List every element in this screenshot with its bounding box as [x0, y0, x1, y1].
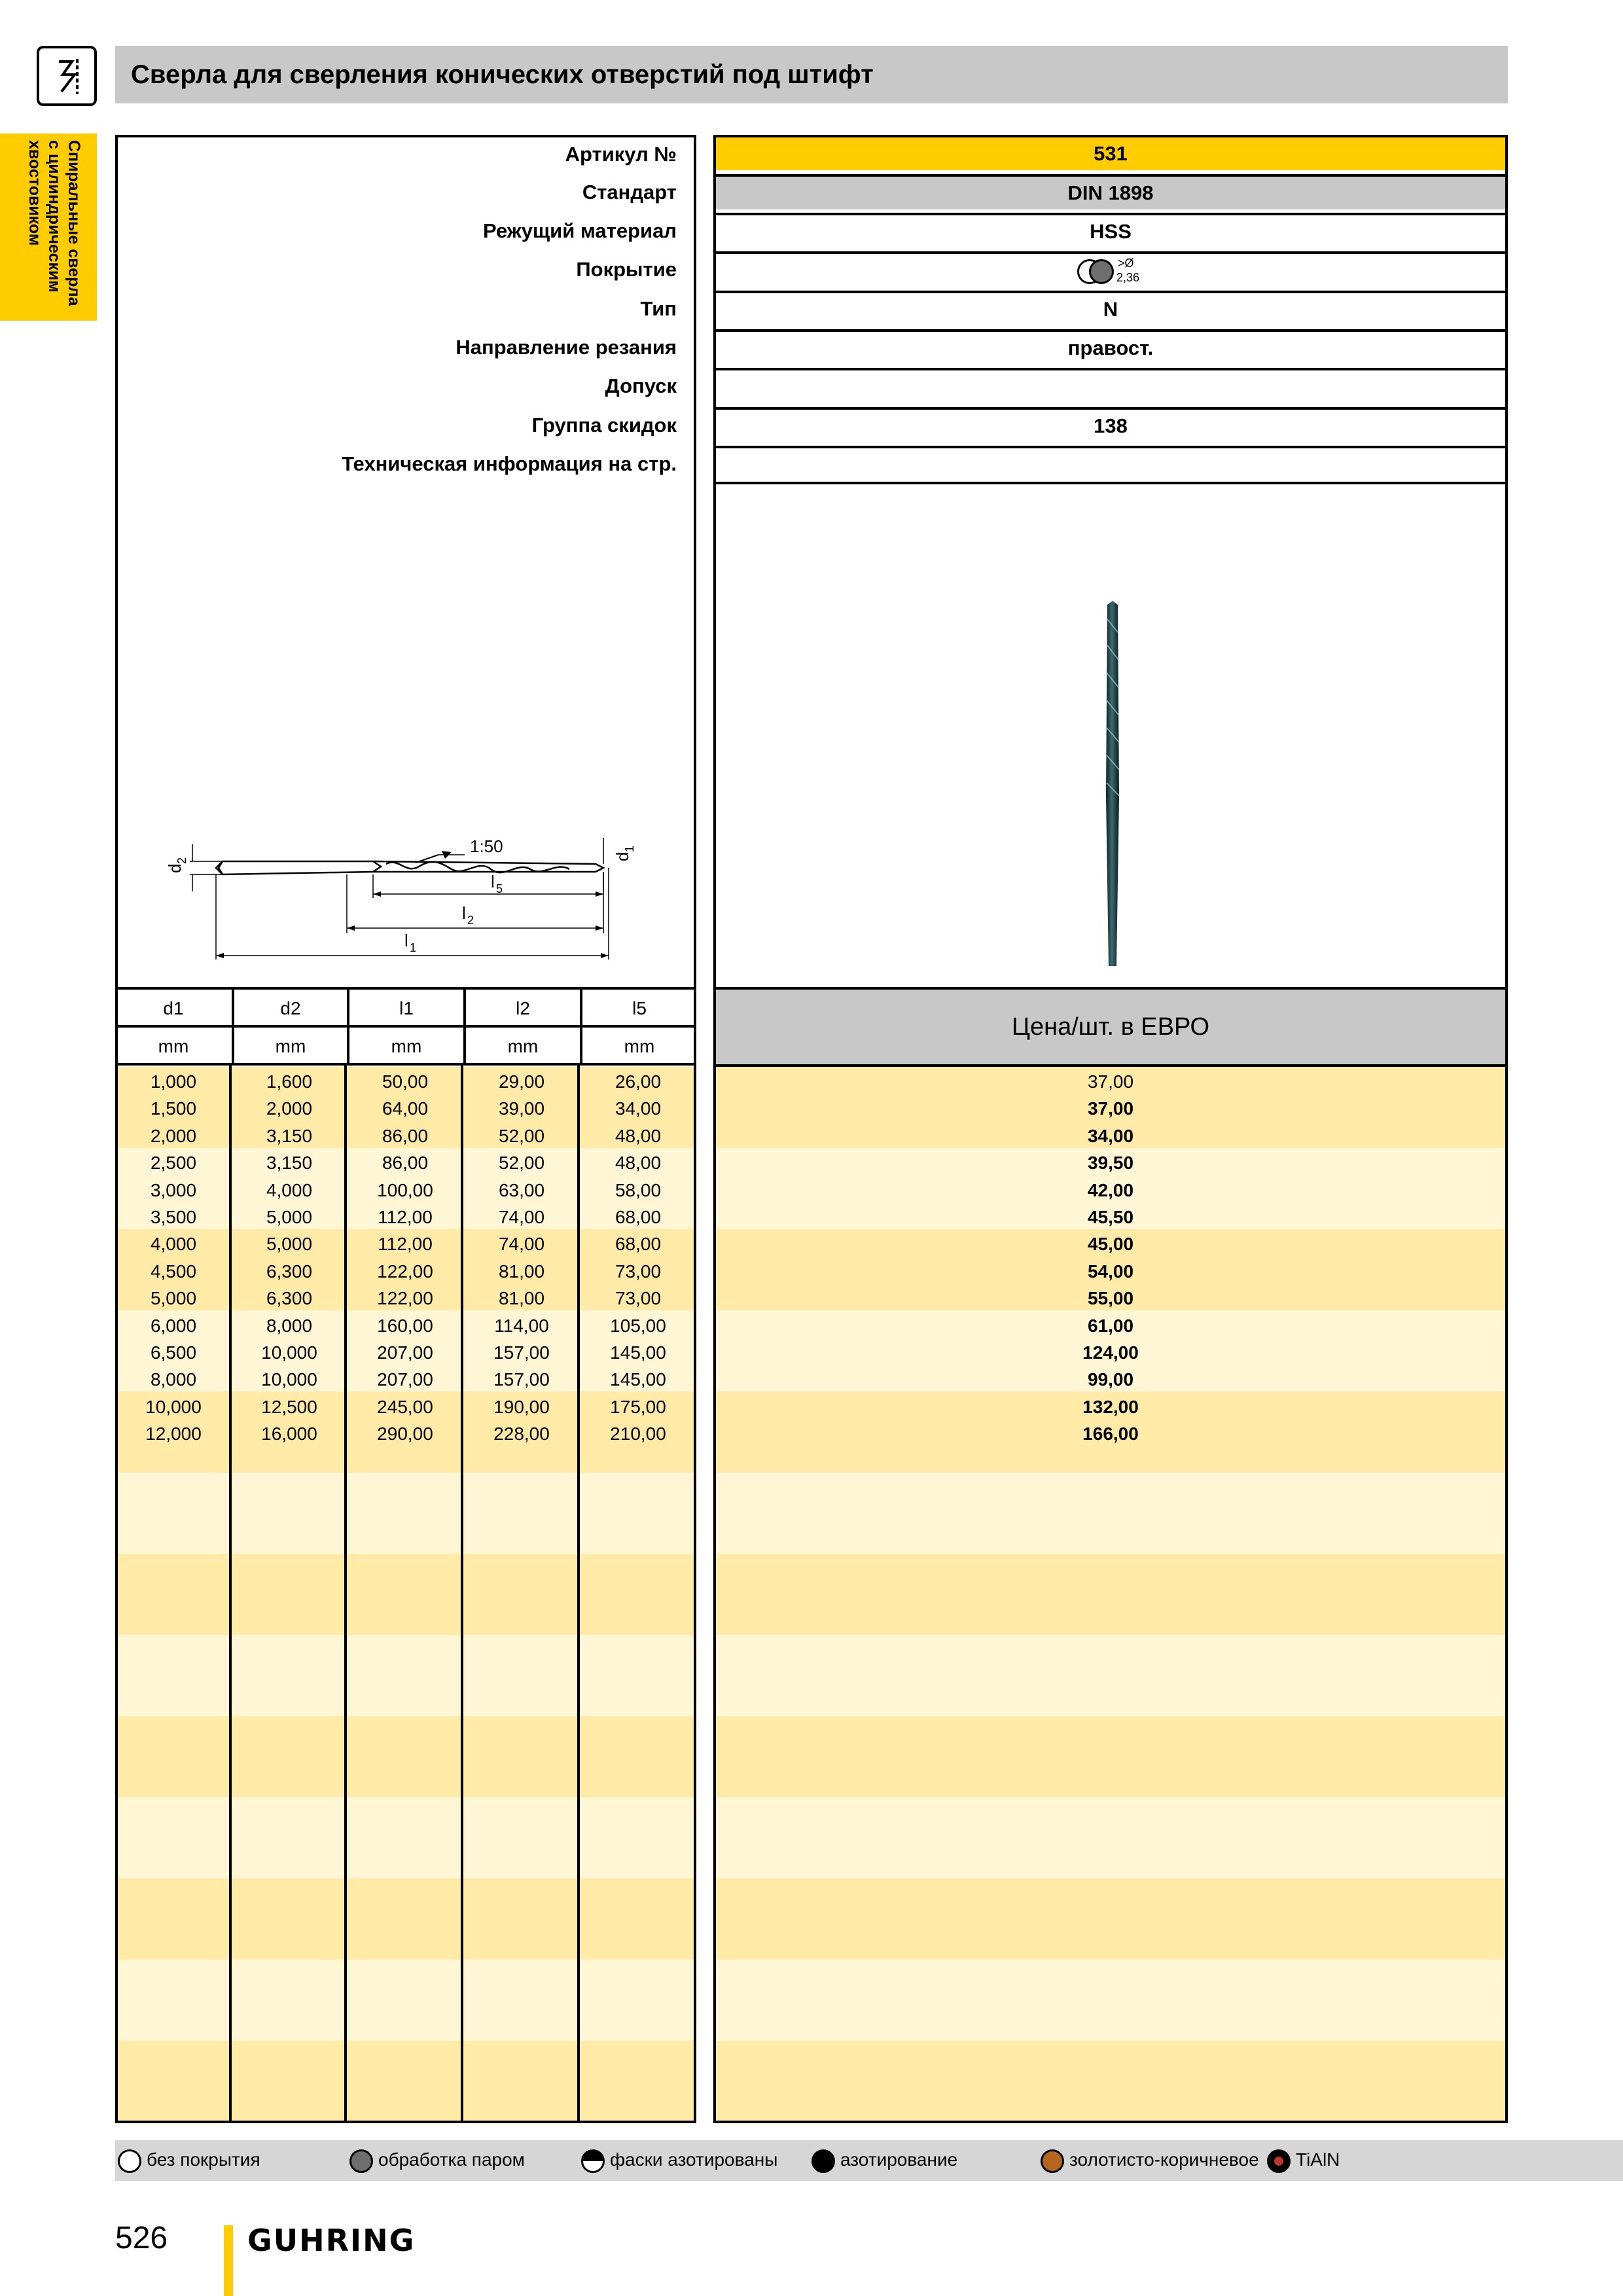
cell-l1: 112,00 [378, 1234, 433, 1255]
cell-price: 45,50 [1087, 1207, 1134, 1227]
col-unit-d2: mm [232, 1028, 347, 1066]
cell-l1: 207,00 [377, 1342, 433, 1363]
cell-l1: 160,00 [377, 1315, 433, 1336]
table-stripe [716, 1797, 1505, 1878]
spec-value-coating [713, 251, 1508, 287]
l5-label-subscript: 5 [496, 882, 503, 895]
cell-price: 99,00 [1087, 1369, 1134, 1390]
spec-label-material: Режущий материал [483, 219, 677, 242]
table-stripe [716, 1635, 1505, 1716]
cell-price: 39,50 [1087, 1153, 1134, 1174]
spec-label-tech-info: Техническая информация на стр. [342, 452, 677, 475]
spec-value-article: 531 [713, 135, 1508, 170]
cell-l2: 190,00 [493, 1396, 550, 1417]
page-title: Сверла для сверления конических отверстий под штифт [131, 60, 874, 89]
col-header-l1: l1 [347, 990, 463, 1028]
table-stripe [118, 1473, 694, 1554]
cell-d2: 10,000 [261, 1369, 317, 1390]
col-header-l5: l5 [580, 990, 696, 1028]
drill-technical-drawing [151, 798, 661, 969]
tialn-icon [1267, 2149, 1291, 2173]
cell-l5: 145,00 [610, 1369, 666, 1390]
cell-l5: 68,00 [615, 1234, 662, 1255]
cell-d2: 1,600 [266, 1071, 313, 1092]
cell-price: 166,00 [1082, 1424, 1139, 1444]
cell-l1: 122,00 [377, 1261, 433, 1282]
cell-l2: 39,00 [498, 1098, 545, 1119]
legend-item-gold-brown: золотисто-коричневое [1041, 2147, 1259, 2173]
legend-item-tialn: TiAlN [1267, 2147, 1340, 2173]
gold-brown-icon [1041, 2149, 1064, 2173]
col-header-l2: l2 [463, 990, 580, 1028]
col-unit-d1: mm [115, 1028, 232, 1066]
l5-label: l [491, 872, 495, 891]
price-header: Цена/шт. в ЕВРО [713, 987, 1508, 1067]
cell-d2: 4,000 [266, 1179, 313, 1200]
spec-value-material: HSS [713, 213, 1508, 248]
cell-l1: 122,00 [377, 1288, 433, 1309]
cell-price: 37,00 [1087, 1098, 1134, 1119]
spec-value-standard: DIN 1898 [713, 174, 1508, 209]
cell-l2: 74,00 [498, 1234, 545, 1255]
spec-divider [713, 482, 1508, 484]
cell-l5: 34,00 [615, 1098, 662, 1119]
cell-d1: 8,000 [150, 1369, 197, 1390]
cell-l2: 52,00 [498, 1153, 545, 1174]
table-stripe [716, 1473, 1505, 1554]
nitrided-icon [812, 2149, 835, 2173]
cell-d1: 3,000 [150, 1179, 197, 1200]
cell-l2: 52,00 [498, 1125, 545, 1146]
cell-l2: 63,00 [498, 1179, 545, 1200]
cell-l2: 157,00 [493, 1369, 550, 1390]
legend-item-uncoated: без покрытия [118, 2147, 260, 2173]
table-stripe [716, 1716, 1505, 1797]
cell-l2: 114,00 [494, 1315, 549, 1336]
cell-l5: 26,00 [615, 1071, 662, 1092]
cell-l5: 105,00 [610, 1315, 666, 1336]
cell-l1: 112,00 [378, 1207, 433, 1227]
table-stripe [118, 1960, 694, 2041]
table-stripe [118, 1716, 694, 1797]
l2-label: l [462, 903, 466, 923]
cell-price: 37,00 [1087, 1071, 1134, 1092]
cell-l1: 86,00 [382, 1153, 429, 1174]
steam-treated-icon [1089, 259, 1114, 284]
cell-d1: 1,000 [150, 1071, 197, 1092]
cell-price: 132,00 [1082, 1396, 1139, 1417]
l1-label: l [404, 931, 408, 950]
d2-label: d [165, 863, 185, 873]
cell-l1: 207,00 [377, 1369, 433, 1390]
cell-l2: 29,00 [498, 1071, 545, 1092]
cell-l5: 68,00 [615, 1207, 662, 1227]
side-category-tab [0, 134, 97, 321]
legend-item-steam: обработка паром [349, 2147, 525, 2173]
d1-label-subscript: 1 [623, 845, 636, 852]
nitrided-chamfers-icon [581, 2149, 605, 2173]
spec-label-standard: Стандарт [582, 181, 677, 204]
legend-item-nitrided-chamfers: фаски азотированы [581, 2147, 777, 2173]
cell-price: 54,00 [1087, 1261, 1134, 1282]
table-stripe [716, 2041, 1505, 2121]
cell-l1: 245,00 [377, 1396, 433, 1417]
cell-l1: 100,00 [377, 1179, 433, 1200]
spec-label-type: Тип [640, 297, 677, 320]
cell-d2: 6,300 [266, 1288, 313, 1309]
d1-label: d [613, 852, 632, 861]
d2-label-subscript: 2 [175, 857, 188, 864]
table-stripe [716, 1878, 1505, 1960]
spec-label-discount-group: Группа скидок [531, 414, 677, 437]
uncoated-icon [118, 2149, 141, 2173]
cell-d2: 5,000 [266, 1234, 313, 1255]
brand-logo: GUHRING [247, 2223, 416, 2258]
cell-d2: 3,150 [266, 1153, 313, 1174]
spec-label-direction: Направление резания [455, 336, 677, 359]
cell-d1: 1,500 [150, 1098, 197, 1119]
cell-l1: 50,00 [382, 1071, 429, 1092]
cell-price: 124,00 [1082, 1342, 1139, 1363]
cell-l5: 73,00 [615, 1288, 662, 1309]
spec-value-discount-group: 138 [713, 407, 1508, 442]
cell-l2: 81,00 [498, 1261, 545, 1282]
cell-d2: 2,000 [266, 1098, 313, 1119]
col-header-d1: d1 [115, 990, 232, 1028]
table-stripe [716, 1554, 1505, 1635]
cell-d1: 10,000 [145, 1396, 202, 1417]
table-stripe [716, 1960, 1505, 2041]
table-stripe [118, 1797, 694, 1878]
cell-l5: 210,00 [610, 1424, 666, 1444]
cell-d1: 6,500 [150, 1342, 197, 1363]
spec-value-tolerance [713, 368, 1508, 403]
spec-label-article: Артикул № [565, 143, 677, 166]
drill-category-icon [39, 48, 94, 103]
cell-d1: 2,000 [150, 1125, 197, 1146]
spec-label-coating: Покрытие [576, 258, 677, 281]
cell-l1: 86,00 [382, 1125, 429, 1146]
cell-l2: 157,00 [493, 1342, 550, 1363]
l2-label-subscript: 2 [467, 914, 474, 927]
cell-l1: 290,00 [377, 1424, 433, 1444]
cell-d1: 5,000 [150, 1288, 197, 1309]
taper-ratio-label: 1:50 [470, 836, 503, 856]
col-header-d2: d2 [232, 990, 347, 1028]
cell-l5: 48,00 [615, 1125, 662, 1146]
page-number: 526 [115, 2221, 168, 2255]
col-unit-l1: mm [347, 1028, 463, 1066]
spec-label-tolerance: Допуск [605, 374, 677, 397]
cell-d2: 5,000 [266, 1207, 313, 1227]
cell-d1: 12,000 [145, 1424, 202, 1444]
legend-item-nitrided: азотирование [812, 2147, 957, 2173]
cell-d2: 3,150 [266, 1125, 313, 1146]
cell-l5: 145,00 [610, 1342, 666, 1363]
spec-value-type: N [713, 291, 1508, 326]
cell-d2: 16,000 [261, 1424, 317, 1444]
cell-l5: 175,00 [610, 1396, 666, 1417]
spec-value-tech-info [713, 446, 1508, 481]
cell-price: 55,00 [1087, 1288, 1134, 1309]
drill-product-image [1086, 600, 1139, 974]
steam-treated-icon [349, 2149, 373, 2173]
cell-l1: 64,00 [382, 1098, 429, 1119]
cell-d1: 6,000 [150, 1315, 197, 1336]
cell-price: 34,00 [1087, 1125, 1134, 1146]
side-tab-label: Спиральные сверла с цилиндрическим хвостовиком [26, 140, 83, 306]
table-stripe [118, 2041, 694, 2121]
table-stripe [118, 1878, 694, 1960]
coating-threshold-value: 2,36 [1116, 271, 1140, 284]
spec-value-direction: правост. [713, 329, 1508, 365]
col-unit-l5: mm [580, 1028, 696, 1066]
cell-l5: 48,00 [615, 1153, 662, 1174]
cell-d2: 10,000 [261, 1342, 317, 1363]
cell-d1: 4,000 [150, 1234, 197, 1255]
cell-d2: 6,300 [266, 1261, 313, 1282]
l1-label-subscript: 1 [410, 941, 417, 954]
cell-l2: 81,00 [498, 1288, 545, 1309]
cell-d1: 4,500 [150, 1261, 197, 1282]
cell-l5: 58,00 [615, 1179, 662, 1200]
cell-d2: 12,500 [261, 1396, 317, 1417]
coating-threshold-symbol: >Ø [1118, 257, 1134, 270]
table-stripe [118, 1554, 694, 1635]
cell-price: 42,00 [1087, 1179, 1134, 1200]
cell-l5: 73,00 [615, 1261, 662, 1282]
cell-price: 45,00 [1087, 1234, 1134, 1255]
table-stripe [118, 1635, 694, 1716]
cell-d2: 8,000 [266, 1315, 313, 1336]
cell-price: 61,00 [1087, 1315, 1134, 1336]
col-unit-l2: mm [463, 1028, 580, 1066]
cell-l2: 228,00 [493, 1424, 550, 1444]
category-logo [37, 46, 97, 106]
cell-l2: 74,00 [498, 1207, 545, 1227]
cell-d1: 2,500 [150, 1153, 197, 1174]
footer-accent-bar [224, 2225, 233, 2296]
cell-d1: 3,500 [150, 1207, 197, 1227]
